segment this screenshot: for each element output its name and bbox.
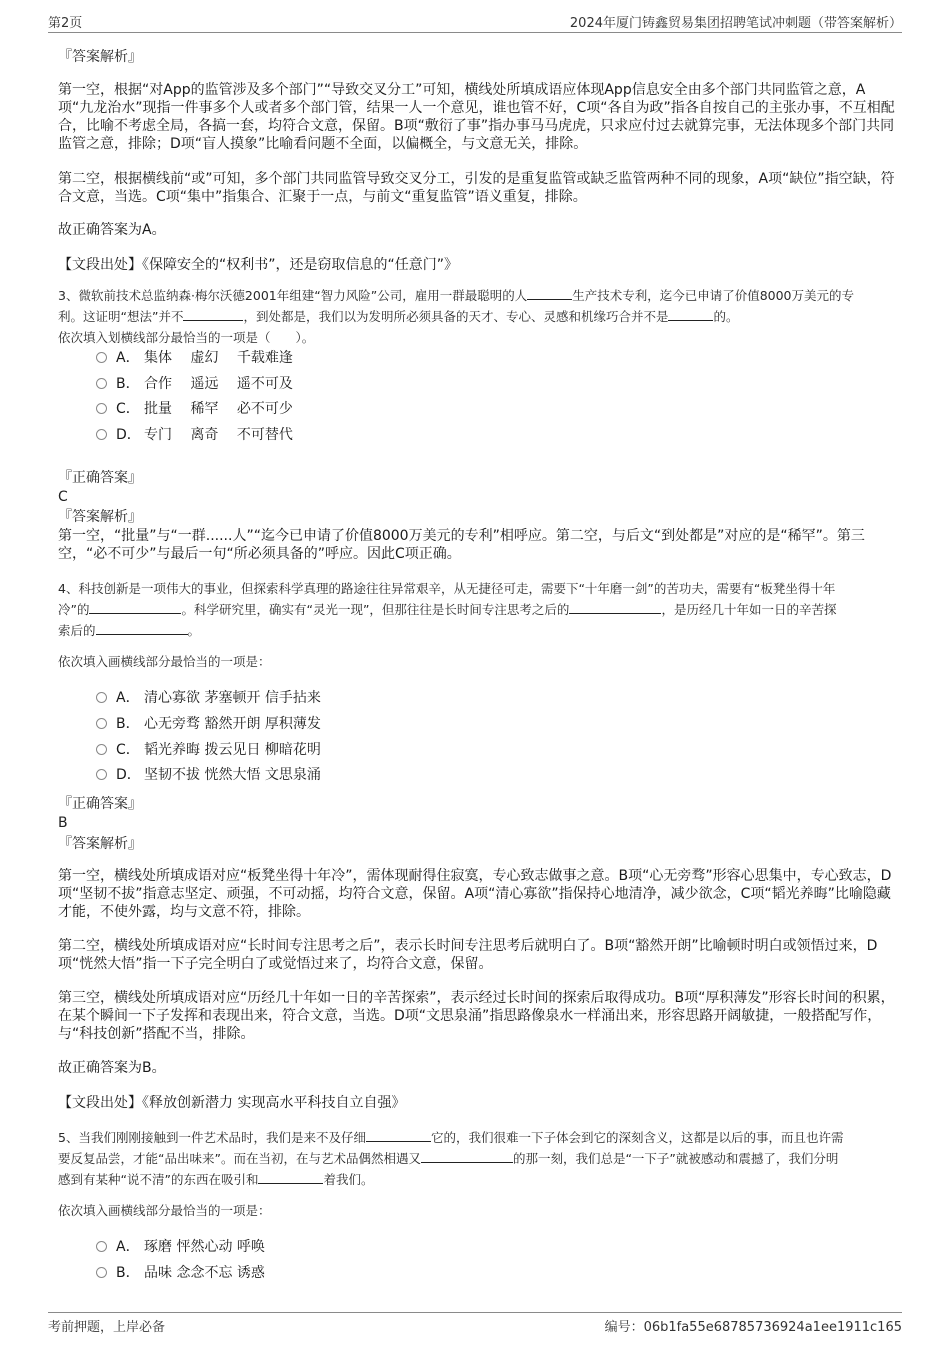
q4-source: 【文段出处】《释放创新潜力 实现高水平科技自立自强》 [58, 1095, 406, 1111]
q3-analysis: 第一空，“批量”与“一群......人”“迄今已申请了价值8000万美元的专利”相呼应。第二空，与后文“到处都是”对应的是“稀罕”。第三空，“必不可少”与最后一句“所必须具备的”呼应。因此C项正确。 [58, 528, 865, 562]
radio-icon[interactable] [96, 1267, 107, 1278]
q2-analysis-p1: 第一空，根据“对App的监管涉及多个部门”“导致交叉分工”可知，横线处所填成语应体现App信息安全由多个部门共同监管之意，A项“九龙治水”现指一件事多个人或者多个部门管，结果一人一个意见，谁也管不好，C项“各自为政”指各自按自己的主张办事，不互相配合，比喻不考虑全局，各搞一套，均符合文意，保留。B项“敷衍了事”指办事马马虎虎，只求应付过去就算完事，无法体现多个部门共同监管之意，排除；D项“盲人摸象”比喻看问题不全面，以偏概全，与文意无关，排除。 [58, 82, 895, 152]
blank-3 [96, 622, 188, 635]
q2-analysis-label: 『答案解析』 [58, 49, 142, 65]
blank-2 [421, 1150, 513, 1163]
q3-stem: 3、微软前技术总监纳森·梅尔沃德2001年组建“智力风险”公司，雇用一群最聪明的人 生产技术专利，迄今已申请了价值8000万美元的专 利。这证明“想法”并不 ，到处都是，我们以为发明所必须具备的天才、专心、灵感和机缘巧合并不是 的。 依次填入划横线部分最恰当的一项是（ ）。 [58, 288, 855, 345]
radio-icon[interactable] [96, 378, 107, 389]
q4-answer: B [58, 815, 68, 831]
radio-icon[interactable] [96, 692, 107, 703]
radio-icon[interactable] [96, 352, 107, 363]
radio-icon[interactable] [96, 718, 107, 729]
q4-option-a[interactable]: A． 清心寡欲 茅塞顿开 信手拈来 [96, 688, 321, 708]
q3-option-c[interactable]: C． 批量 稀罕 必不可少 [96, 399, 293, 419]
q4-stem: 4、科技创新是一项伟大的事业，但探索科学真理的路途往往异常艰辛，从无捷径可走，需要下“十年磨一剑”的苦功夫，需要有“板凳坐得十年 冷”的 。科学研究里，确实有“灵光一现”，但那往往是长时间专注思考之后的 ，是历经几十年如一日的辛苦探 索后的 。 [58, 581, 837, 638]
blank-2 [569, 601, 661, 614]
q4-analysis-p3: 第三空，横线处所填成语对应“历经几十年如一日的辛苦探索”，表示经过长时间的探索后取得成功。B项“厚积薄发”形容长时间的积累，在某个瞬间一下子发挥和表现出来，符合文意，当选。D项“文思泉涌”指思路像泉水一样涌出来，形容思路开阔敏捷，一般搭配写作，与“科技创新”搭配不当，排除。 [58, 990, 895, 1042]
q4-answer-label: 『正确答案』 [58, 796, 142, 812]
q2-analysis-p2: 第二空，根据横线前“或”可知，多个部门共同监管导致交叉分工，引发的是重复监管或缺乏监管两种不同的现象，A项“缺位”指空缺，符合文意，当选。C项“集中”指集合、汇聚于一点，与前文“重复监管”语义重复，排除。 [58, 171, 895, 205]
q2-source: 【文段出处】《保障安全的“权利书”，还是窃取信息的“任意门”》 [58, 257, 459, 273]
q3-option-b[interactable]: B． 合作 遥远 遥不可及 [96, 374, 293, 394]
q5-option-a[interactable]: A． 琢磨 怦然心动 呼唤 [96, 1237, 265, 1257]
q4-option-c[interactable]: C． 韬光养晦 拨云见日 柳暗花明 [96, 740, 321, 760]
q3-answer: C [58, 489, 68, 505]
radio-icon[interactable] [96, 429, 107, 440]
q4-option-d[interactable]: D． 坚韧不拔 恍然大悟 文思泉涌 [96, 765, 321, 785]
page-number: 第2页 [48, 16, 83, 31]
footer-slogan: 考前押题，上岸必备 [48, 1320, 166, 1335]
q5-option-b[interactable]: B． 品味 念念不忘 诱惑 [96, 1263, 265, 1283]
blank-3 [258, 1171, 323, 1184]
q4-analysis-p4: 故正确答案为B。 [58, 1060, 166, 1076]
blank-3 [668, 308, 713, 321]
document-title: 2024年厦门铸鑫贸易集团招聘笔试冲刺题（带答案解析） [569, 16, 902, 31]
q4-analysis-label: 『答案解析』 [58, 836, 142, 852]
blank-1 [89, 601, 181, 614]
q5-stem: 5、当我们刚刚接触到一件艺术品时，我们是来不及仔细 它的，我们很难一下子体会到它的深刻含义，这都是以后的事，而且也许需 要反复品尝，才能“品出味来”。而在当初，在与艺术品偶然相遇又 的那一刻，我们总是“一下子”就被感动和震撼了，我们分明 感到有某种“说不清”的东西在吸引和 着我们。 [58, 1130, 844, 1187]
page-header [48, 10, 902, 33]
blank-1 [366, 1129, 431, 1142]
q3-answer-label: 『正确答案』 [58, 470, 142, 486]
q4-prompt: 依次填入画横线部分最恰当的一项是： [58, 654, 271, 669]
radio-icon[interactable] [96, 744, 107, 755]
q4-option-b[interactable]: B． 心无旁骛 豁然开朗 厚积薄发 [96, 714, 321, 734]
q4-analysis-p1: 第一空，横线处所填成语对应“板凳坐得十年冷”，需体现耐得住寂寞，专心致志做事之意。B项“心无旁骛”形容心思集中，专心致志，D项“坚韧不拔”指意志坚定、顽强，不可动摇，均符合文意，保留。A项“清心寡欲”指保持心地清净，减少欲念，C项“韬光养晦”比喻隐藏才能，不使外露，均与文意不符，排除。 [58, 868, 892, 920]
q3-option-d[interactable]: D． 专门 离奇 不可替代 [96, 425, 293, 445]
radio-icon[interactable] [96, 403, 107, 414]
page-footer [48, 1312, 902, 1333]
q3-analysis-label: 『答案解析』 [58, 509, 142, 525]
radio-icon[interactable] [96, 769, 107, 780]
q5-prompt: 依次填入画横线部分最恰当的一项是： [58, 1203, 271, 1218]
document-code: 编号：06b1fa55e68785736924a1ee1911c165 [604, 1320, 902, 1335]
blank-2 [183, 308, 243, 321]
q2-analysis-p3: 故正确答案为A。 [58, 222, 166, 238]
q3-option-a[interactable]: A． 集体 虚幻 千载难逢 [96, 348, 293, 368]
q3-prompt: 依次填入划横线部分最恰当的一项是（ ）。 [58, 330, 315, 345]
radio-icon[interactable] [96, 1241, 107, 1252]
q4-analysis-p2: 第二空，横线处所填成语对应“长时间专注思考之后”，表示长时间专注思考后就明白了。B项“豁然开朗”比喻顿时明白或领悟过来，D项“恍然大悟”指一下子完全明白了或觉悟过来了，均符合文意，保留。 [58, 938, 878, 972]
blank-1 [527, 287, 572, 300]
